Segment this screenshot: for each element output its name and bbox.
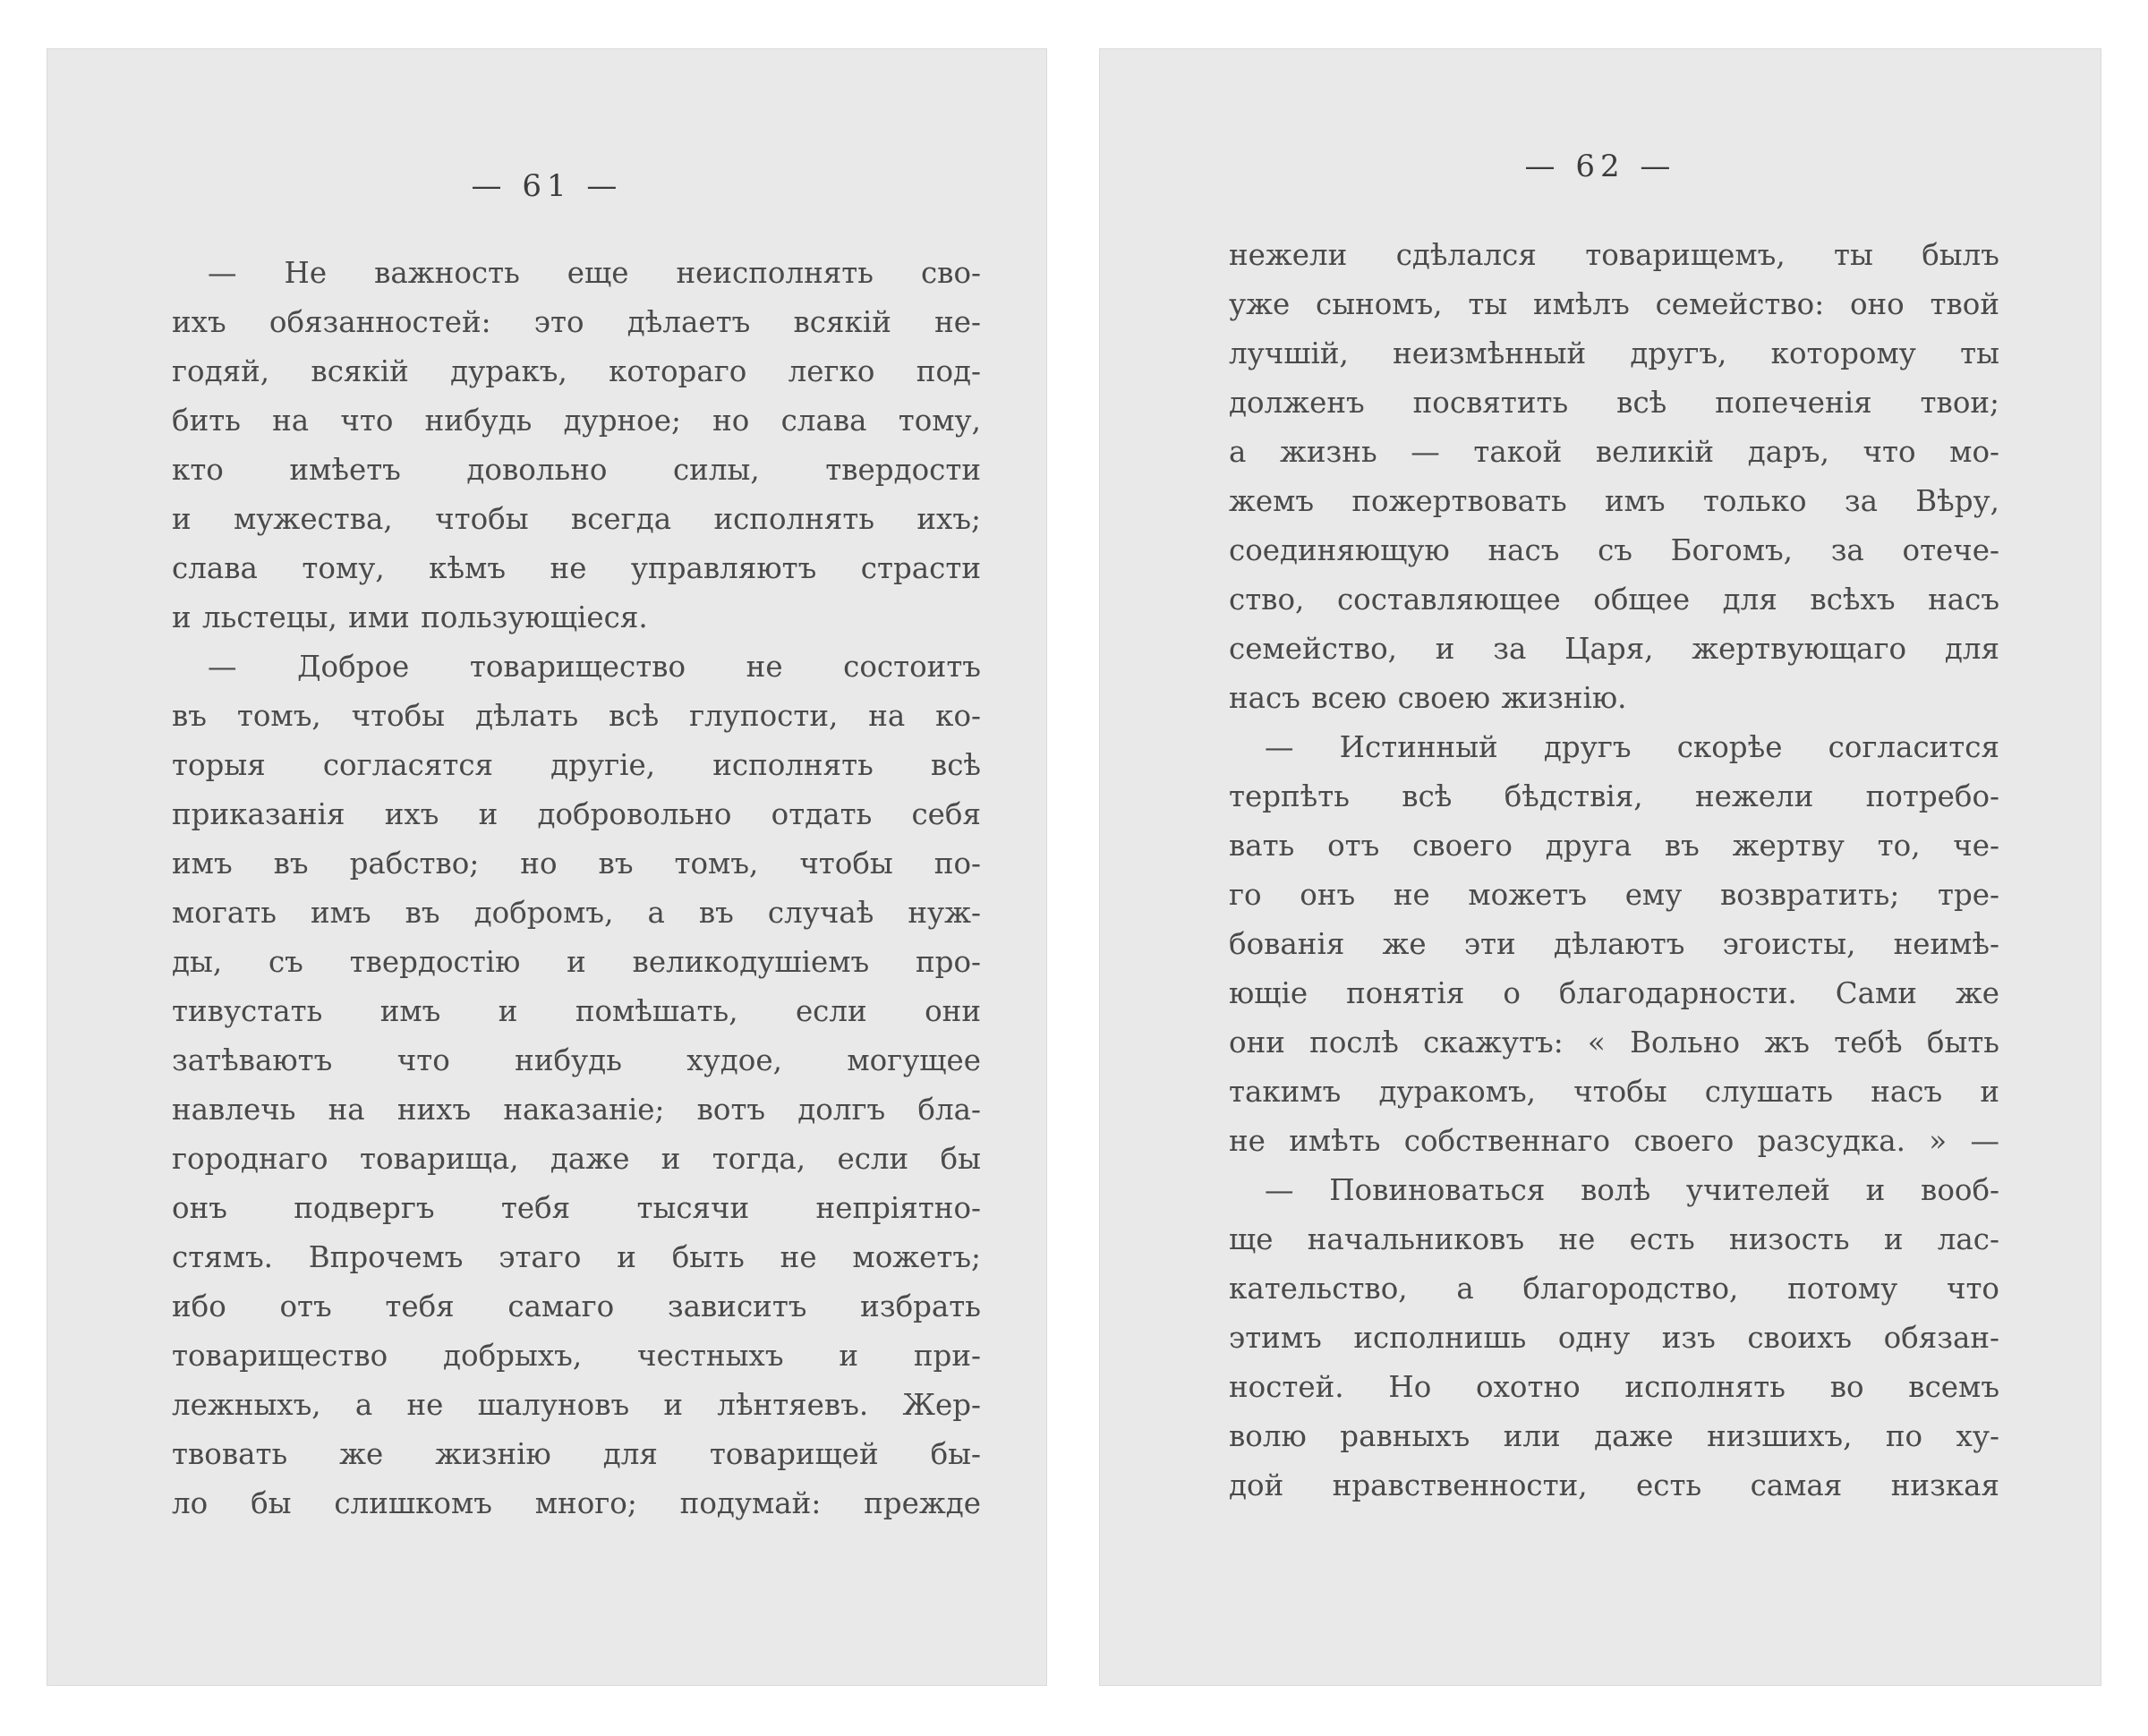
text-line: долженъ посвятить всѣ попеченія твои;	[1229, 386, 1999, 420]
left-page	[47, 48, 1047, 1686]
text-line: — Повиноваться волѣ учителей и вооб-	[1265, 1173, 1999, 1207]
text-line: дой нравственности, есть самая низкая	[1229, 1468, 1999, 1502]
text-line: кательство, а благородство, потому что	[1229, 1272, 1999, 1306]
page-text	[172, 249, 981, 1528]
text-line: годяй, всякій дуракъ, котораго легко под-	[172, 354, 981, 388]
text-line: могать имъ въ добромъ, а въ случаѣ нуж-	[172, 896, 981, 930]
text-line: соединяющую насъ съ Богомъ, за отече-	[1229, 533, 1999, 567]
text-line: терпѣть всѣ бѣдствія, нежели потребо-	[1229, 779, 1999, 813]
text-line: онъ подвергъ тебя тысячи непріятно-	[172, 1191, 981, 1225]
text-line: этимъ исполнишь одну изъ своихъ обязан-	[1229, 1321, 1999, 1355]
text-line: ще начальниковъ не есть низость и лас-	[1229, 1222, 1999, 1256]
text-line: лежныхъ, а не шалуновъ и лѣнтяевъ. Жер-	[172, 1388, 981, 1422]
text-line: твовать же жизнію для товарищей бы-	[172, 1437, 981, 1471]
text-line: они послѣ скажутъ: « Вольно жъ тебѣ быть	[1229, 1025, 1999, 1059]
text-line: — Не важность еще неисполнять сво-	[208, 256, 981, 290]
text-line: торыя согласятся другіе, исполнять всѣ	[172, 748, 981, 782]
text-line: стямъ. Впрочемъ этаго и быть не можетъ;	[172, 1240, 981, 1274]
text-line: — Доброе товарищество не состоитъ	[208, 650, 981, 684]
text-line: ностей. Но охотно исполнять во всемъ	[1229, 1370, 1999, 1404]
text-line: слава тому, кѣмъ не управляютъ страсти	[172, 551, 981, 585]
text-line: товарищество добрыхъ, честныхъ и при-	[172, 1339, 981, 1373]
text-line: бованія же эти дѣлаютъ эгоисты, неимѣ-	[1229, 927, 1999, 961]
text-line: ющіе понятія о благодарности. Сами же	[1229, 976, 1999, 1010]
text-line: навлечь на нихъ наказаніе; вотъ долгъ бла-	[172, 1093, 981, 1127]
text-line: насъ всею своею жизнію.	[1229, 681, 1627, 715]
text-line: и мужества, чтобы всегда исполнять ихъ;	[172, 502, 981, 536]
text-line: семейство, и за Царя, жертвующаго для	[1229, 632, 1999, 666]
text-line: въ томъ, чтобы дѣлать всѣ глупости, на ко-	[172, 699, 981, 733]
text-line: такимъ дуракомъ, чтобы слушать насъ и	[1229, 1075, 1999, 1109]
text-line: бить на что нибудь дурное; но слава тому,	[172, 404, 981, 438]
text-line: нежели сдѣлался товарищемъ, ты былъ	[1229, 238, 1999, 272]
page-number: — 61 —	[471, 168, 623, 204]
text-line: ибо отъ тебя самаго зависитъ избрать	[172, 1289, 981, 1323]
text-line: уже сыномъ, ты имѣлъ семейство: оно твой	[1229, 287, 1999, 321]
text-line: ды, съ твердостію и великодушіемъ про-	[172, 945, 981, 979]
text-line: жемъ пожертвовать имъ только за Вѣру,	[1229, 484, 1999, 518]
text-line: а жизнь — такой великій даръ, что мо-	[1229, 435, 1999, 469]
text-line: не имѣть собственнаго своего разсудка. » —	[1229, 1124, 1999, 1158]
page-text	[1229, 231, 1999, 1510]
text-line: и льстецы, ими пользующіеся.	[172, 600, 648, 634]
page-number: — 62 —	[1524, 149, 1676, 184]
text-line: ихъ обязанностей: это дѣлаетъ всякій не-	[172, 305, 981, 339]
text-line: кто имѣетъ довольно силы, твердости	[172, 453, 981, 487]
text-line: имъ въ рабство; но въ томъ, чтобы по-	[172, 847, 981, 881]
text-line: ство, составляющее общее для всѣхъ насъ	[1229, 583, 1999, 617]
text-line: го онъ не можетъ ему возвратить; тре-	[1229, 878, 1999, 912]
text-line: тивустать имъ и помѣшать, если они	[172, 994, 981, 1028]
text-line: ло бы слишкомъ много; подумай: прежде	[172, 1486, 981, 1520]
text-line: затѣваютъ что нибудь худое, могущее	[172, 1043, 981, 1077]
right-page	[1099, 48, 2101, 1686]
text-line: вать отъ своего друга въ жертву то, че-	[1229, 829, 1999, 863]
text-line: волю равныхъ или даже низшихъ, по ху-	[1229, 1419, 1999, 1453]
text-line: лучшій, неизмѣнный другъ, которому ты	[1229, 336, 1999, 370]
text-line: городнаго товарища, даже и тогда, если бы	[172, 1142, 981, 1176]
text-line: приказанія ихъ и добровольно отдать себя	[172, 797, 981, 831]
text-line: — Истинный другъ скорѣе согласится	[1265, 730, 1999, 764]
